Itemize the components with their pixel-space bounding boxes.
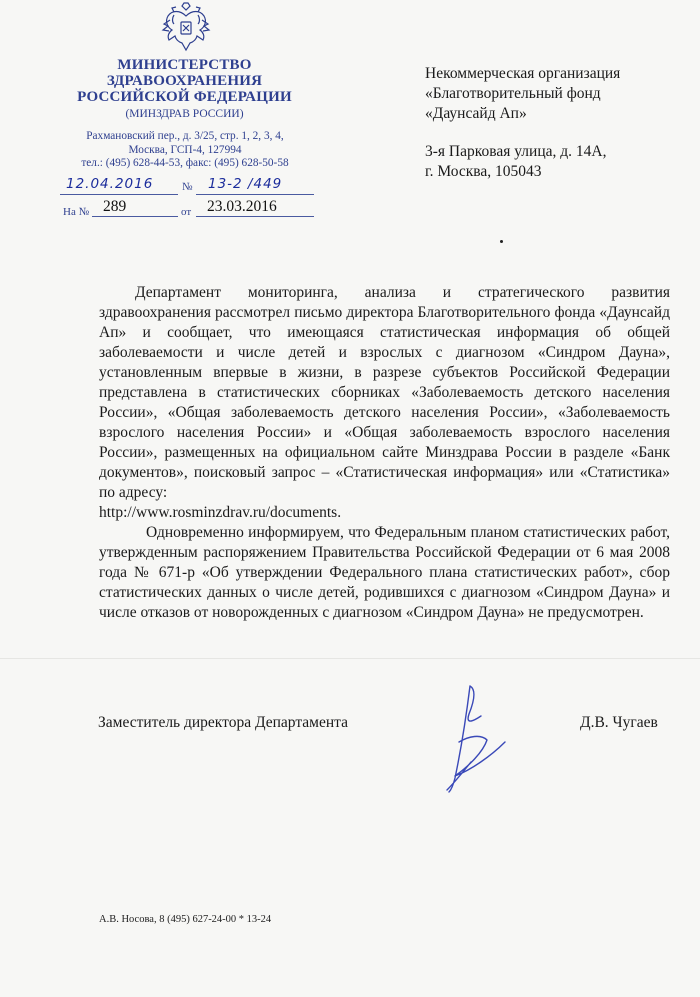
- ministry-header: [52, 57, 317, 121]
- signatory-position: Заместитель директора Департамента: [98, 714, 348, 731]
- recipient-line-2: «Благотворительный фонд: [425, 85, 601, 102]
- address-line-2: Москва, ГСП-4, 127994: [128, 143, 242, 156]
- reply-label: На №: [63, 206, 90, 218]
- registration-number-sign: №: [182, 181, 193, 193]
- body-paragraph-1: Департамент мониторинга, анализа и стратегического развития здравоохранения рассмотрел письмо директора Благотворительного фонда «Даунсайд Ап» и сообщает, что имеющаяся статистическая информация об общей заболеваемости и числе детей и взрослых с диагнозом «Синдром Дауна», установленным впервые в жизни, в разрезе субъектов Российской Федерации представлена в статистических сборниках «Заболеваемость детского населения России», «Общая заболеваемость детского населения России», «Заболеваемость взрослого населения России» и «Общая заболеваемость взрослого населения России», размещенных на официальном сайте Минздрава России в разделе «Банк документов», поисковый запрос – «Статистическая информация» или «Статистика» по адресу:: [99, 284, 670, 501]
- body-paragraph-2: Одновременно информируем, что Федеральным планом статистических работ, утвержденным распоряжением Правительства Российской Федерации от 6 мая 2008 года № 671-р «Об утверждении Федерального плана статистических работ», сбор статистических данных о числе детей, родившихся с диагнозом «Синдром Дауна» и числе отказов от новорожденных с диагнозом «Синдром Дауна» не предусмотрен.: [99, 524, 670, 621]
- recipient-address-1: 3-я Парковая улица, д. 14А,: [425, 143, 607, 160]
- handwritten-signature-icon: [425, 680, 515, 815]
- ministry-address: [60, 130, 310, 171]
- recipient-line-3: «Даунсайд Ап»: [425, 105, 527, 122]
- address-line-3: тел.: (495) 628-44-53, факс: (495) 628-50-58: [81, 157, 289, 169]
- address-line-1: Рахмановский пер., д. 3/25, стр. 1, 2, 3, 4,: [86, 130, 284, 142]
- reply-number: 289: [103, 198, 127, 215]
- recipient-address-2: г. Москва, 105043: [425, 163, 542, 180]
- letter-body: [99, 283, 670, 623]
- recipient-line-1: Некоммерческая организация: [425, 65, 621, 82]
- coat-of-arms-icon: [160, 2, 212, 54]
- from-label: от: [181, 206, 192, 218]
- reply-date: 23.03.2016: [207, 198, 277, 215]
- body-link: http://www.rosminzdrav.ru/documents.: [99, 504, 342, 521]
- ministry-line-2: ЗДРАВООХРАНЕНИЯ: [106, 73, 263, 89]
- executor-info: А.В. Носова, 8 (495) 627-24-00 * 13-24: [99, 914, 272, 925]
- ink-dot: [500, 240, 503, 243]
- number-underline: [196, 194, 314, 195]
- recipient-block: [425, 64, 685, 182]
- ministry-line-1: МИНИСТЕРСТВО: [117, 57, 252, 73]
- registration-date: 12.04.2016: [66, 176, 154, 192]
- ministry-line-3: РОССИЙСКОЙ ФЕДЕРАЦИИ: [77, 89, 292, 105]
- paper-fold-line: [0, 658, 700, 659]
- ministry-short-name: (МИНЗДРАВ РОССИИ): [125, 108, 244, 120]
- reply-date-underline: [196, 216, 314, 217]
- registration-number: 13-2 /449: [208, 176, 283, 192]
- date-underline: [60, 194, 178, 195]
- reply-number-underline: [92, 216, 178, 217]
- signatory-name: Д.В. Чугаев: [580, 714, 658, 731]
